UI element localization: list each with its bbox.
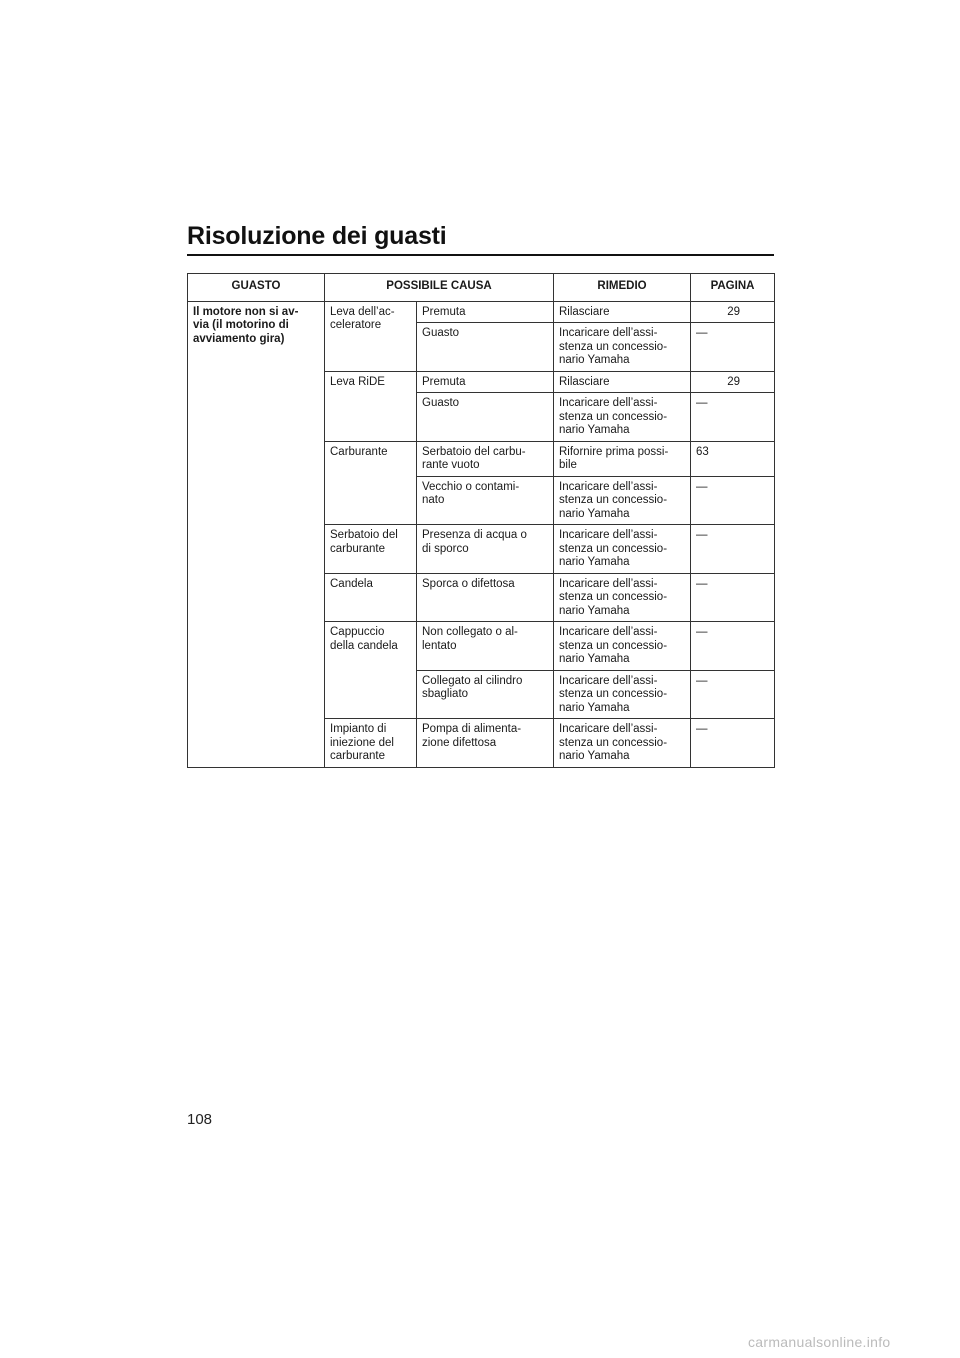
- page-title: Risoluzione dei guasti: [187, 222, 447, 250]
- remedy-cell: Incaricare dell’assi- stenza un concessio- nario Yamaha: [554, 476, 691, 525]
- remedy-cell: Incaricare dell’assi- stenza un concessio- nario Yamaha: [554, 525, 691, 574]
- page-number: 108: [187, 1111, 213, 1128]
- condition-cell: Pompa di alimenta- zione difettosa: [417, 719, 554, 768]
- troubleshooting-table: [187, 273, 775, 768]
- condition-cell: Premuta: [417, 371, 554, 393]
- header-page: PAGINA: [691, 274, 775, 302]
- table-body: [188, 301, 775, 767]
- condition-cell: Sporca o difettosa: [417, 573, 554, 622]
- component-cell: Candela: [325, 573, 417, 622]
- remedy-cell: Rilasciare: [554, 371, 691, 393]
- header-fault: GUASTO: [188, 274, 325, 302]
- condition-cell: Guasto: [417, 393, 554, 442]
- page-cell: —: [691, 525, 775, 574]
- condition-cell: Serbatoio del carbu- rante vuoto: [417, 441, 554, 476]
- table-header: [188, 274, 775, 302]
- component-cell: Carburante: [325, 441, 417, 525]
- title-rule: [187, 254, 774, 256]
- remedy-cell: Incaricare dell’assi- stenza un concessio- nario Yamaha: [554, 719, 691, 768]
- condition-cell: Presenza di acqua o di sporco: [417, 525, 554, 574]
- page-cell: —: [691, 622, 775, 671]
- page-cell: —: [691, 323, 775, 372]
- condition-cell: Collegato al cilindro sbagliato: [417, 670, 554, 719]
- condition-cell: Vecchio o contami- nato: [417, 476, 554, 525]
- condition-cell: Premuta: [417, 301, 554, 323]
- remedy-cell: Rifornire prima possi- bile: [554, 441, 691, 476]
- component-cell: Impianto di iniezione del carburante: [325, 719, 417, 768]
- remedy-cell: Incaricare dell’assi- stenza un concessio- nario Yamaha: [554, 573, 691, 622]
- page-cell: —: [691, 670, 775, 719]
- remedy-cell: Rilasciare: [554, 301, 691, 323]
- fault-cell: Il motore non si av- via (il motorino di avviamento gira): [188, 301, 325, 767]
- component-cell: Leva dell’ac- celeratore: [325, 301, 417, 371]
- component-cell: Serbatoio del carburante: [325, 525, 417, 574]
- page-cell: 29: [691, 301, 775, 323]
- condition-cell: Non collegato o al- lentato: [417, 622, 554, 671]
- page-cell: 29: [691, 371, 775, 393]
- remedy-cell: Incaricare dell’assi- stenza un concessio- nario Yamaha: [554, 323, 691, 372]
- header-cause: POSSIBILE CAUSA: [325, 274, 554, 302]
- remedy-cell: Incaricare dell’assi- stenza un concessio- nario Yamaha: [554, 622, 691, 671]
- table-row: [188, 301, 775, 323]
- component-cell: Cappuccio della candela: [325, 622, 417, 719]
- condition-cell: Guasto: [417, 323, 554, 372]
- remedy-cell: Incaricare dell’assi- stenza un concessio- nario Yamaha: [554, 670, 691, 719]
- page-cell: —: [691, 393, 775, 442]
- page-cell: —: [691, 476, 775, 525]
- page-cell: —: [691, 719, 775, 768]
- remedy-cell: Incaricare dell’assi- stenza un concessio- nario Yamaha: [554, 393, 691, 442]
- page-cell: —: [691, 573, 775, 622]
- header-row: [188, 274, 775, 302]
- header-remedy: RIMEDIO: [554, 274, 691, 302]
- watermark: carmanualsonline.info: [748, 1334, 891, 1350]
- page-cell: 63: [691, 441, 775, 476]
- component-cell: Leva RiDE: [325, 371, 417, 441]
